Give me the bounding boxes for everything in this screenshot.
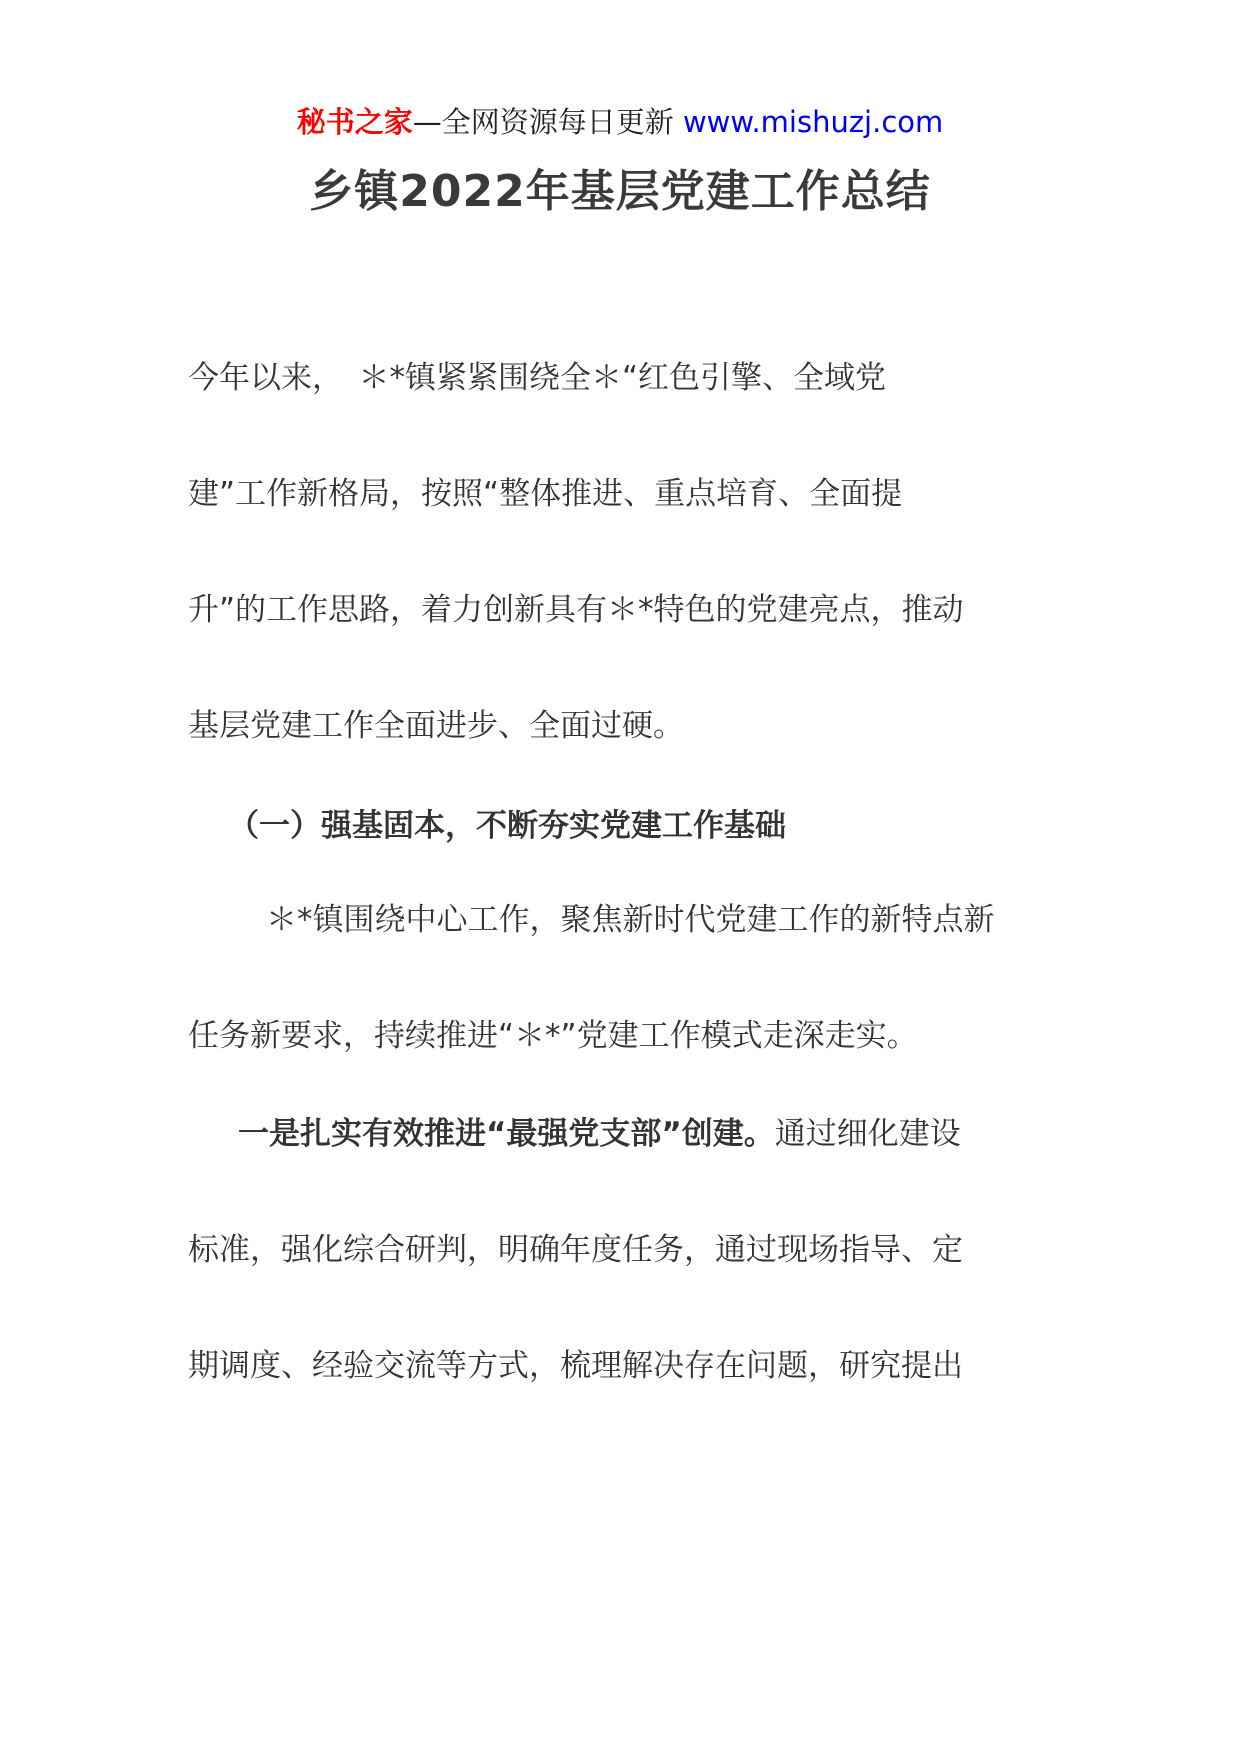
document-title: 乡镇2022年基层党建工作总结 xyxy=(309,166,931,217)
paragraph-line: ＊*镇围绕中心工作，聚焦新时代党建工作的新特点新 xyxy=(266,902,995,938)
section-heading: （一）强基固本，不断夯实党建工作基础 xyxy=(228,808,786,844)
paragraph-line: 期调度、经验交流等方式，梳理解决存在问题，研究提出 xyxy=(188,1348,963,1384)
inline-text: 通过细化建设 xyxy=(774,1116,961,1152)
site-name: 秘书之家 xyxy=(296,105,413,139)
paragraph-line: 今年以来， ＊*镇紧紧围绕全＊“红色引擎、全域党 xyxy=(188,360,887,396)
paragraph-line: 升”的工作思路，着力创新具有＊*特色的党建亮点，推动 xyxy=(188,592,964,628)
site-header xyxy=(0,102,1240,142)
paragraph-line: 基层党建工作全面进步、全面过硬。 xyxy=(188,708,684,744)
paragraph-line: 任务新要求，持续推进“＊*”党建工作模式走深走实。 xyxy=(188,1018,918,1054)
inline-bold-lead: 一是扎实有效推进“最强党支部”创建。 xyxy=(238,1116,775,1152)
paragraph-line xyxy=(238,1112,961,1156)
paragraph-line: 建”工作新格局，按照“整体推进、重点培育、全面提 xyxy=(188,476,903,512)
site-tagline: —全网资源每日更新 xyxy=(412,105,683,139)
site-url-link[interactable]: www.mishuzj.com xyxy=(682,105,944,139)
paragraph-line: 标准，强化综合研判，明确年度任务，通过现场指导、定 xyxy=(188,1232,963,1268)
